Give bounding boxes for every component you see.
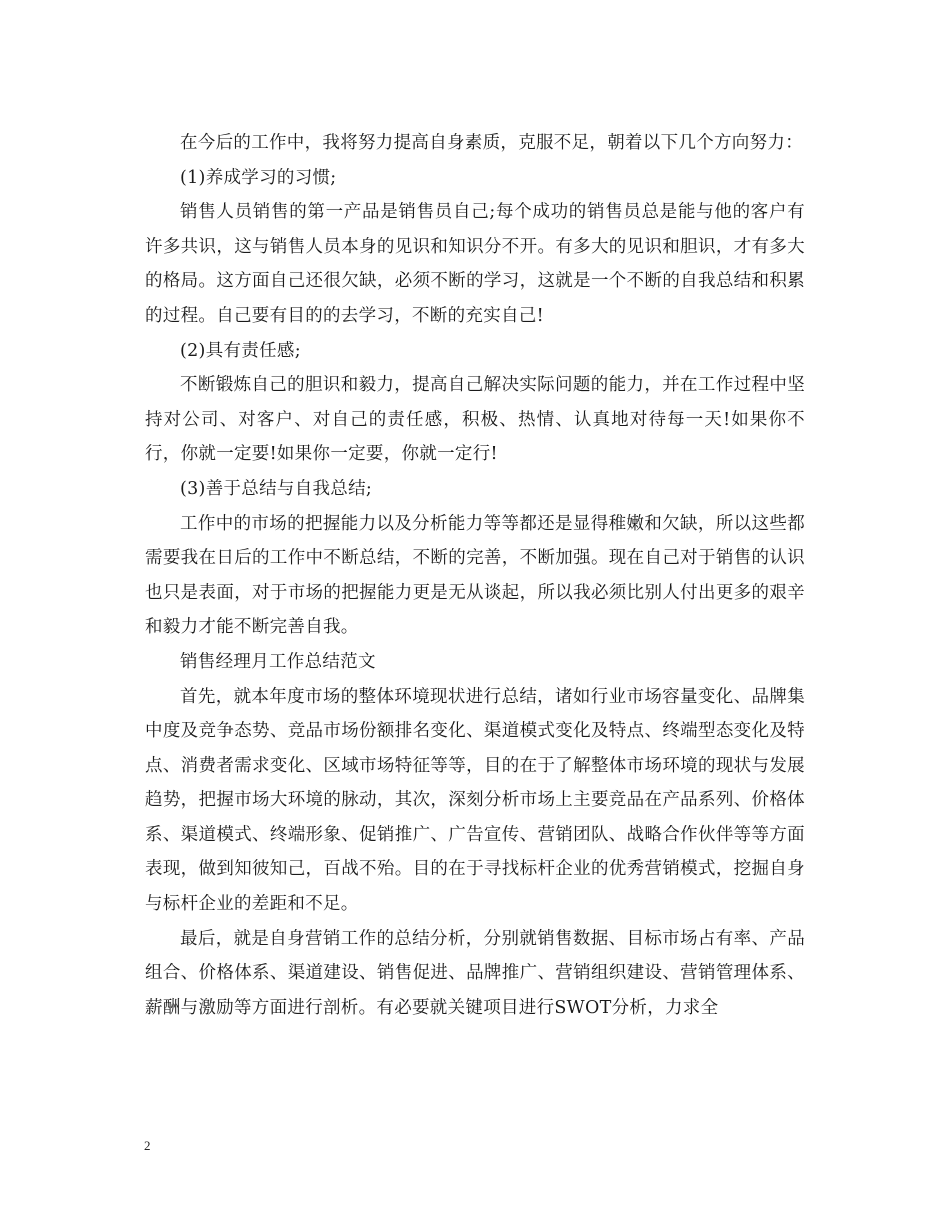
- page-number: 2: [144, 1138, 151, 1153]
- section-title: 销售经理月工作总结范文: [180, 651, 376, 672]
- paragraph-responsibility: 不断锻炼自己的胆识和毅力，提高自己解决实际问题的能力，并在工作过程中坚持对公司、对客户、对自己的责任感，积极、热情、认真地对待每一天!如果你不行，你就一定要!如果你一定要，你就一定行!: [145, 375, 805, 465]
- heading-learning-habit: (1)养成学习的习惯;: [180, 167, 337, 188]
- paragraph-summarize: 工作中的市场的把握能力以及分析能力等等都还是显得稚嫩和欠缺，所以这些都需要我在日后的工作中不断总结，不断的完善，不断加强。现在自己对于销售的认识也只是表面，对于市场的把握能力更是无从谈起，所以我必须比别人付出更多的艰辛和毅力才能不断完善自我。: [145, 513, 805, 638]
- paragraph-learning: 销售人员销售的第一产品是销售员自己;每个成功的销售员总是能与他的客户有许多共识，这与销售人员本身的见识和知识分不开。有多大的见识和胆识，才有多大的格局。这方面自己还很欠缺，必须不断的学习，这就是一个不断的自我总结和积累的过程。自己要有目的的去学习，不断的充实自己!: [145, 202, 805, 326]
- paragraph-first: 首先，就本年度市场的整体环境现状进行总结，诸如行业市场容量变化、品牌集中度及竞争态势、竞品市场份额排名变化、渠道模式变化及特点、终端型态变化及特点、消费者需求变化、区域市场特征等等，目的在于了解整体市场环境的现状与发展趋势，把握市场大环境的脉动，其次，深刻分析市场上主要竞品在产品系列、价格体系、渠道模式、终端形象、促销推广、广告宣传、营销团队、战略合作伙伴等等方面表现，做到知彼知己，百战不殆。目的在于寻找标杆企业的优秀营销模式，挖掘自身与标杆企业的差距和不足。: [145, 686, 805, 915]
- document-body: [145, 126, 805, 1025]
- heading-responsibility: (2)具有责任感;: [180, 340, 301, 361]
- heading-summarize: (3)善于总结与自我总结;: [180, 478, 373, 499]
- paragraph-intro: 在今后的工作中，我将努力提高自身素质，克服不足，朝着以下几个方向努力：: [180, 133, 803, 153]
- paragraph-last: 最后，就是自身营销工作的总结分析，分别就销售数据、目标市场占有率、产品组合、价格体系、渠道建设、销售促进、品牌推广、营销组织建设、营销管理体系、薪酬与激励等方面进行剖析。有必要就关键项目进行SWOT分析，力求全: [145, 928, 805, 1018]
